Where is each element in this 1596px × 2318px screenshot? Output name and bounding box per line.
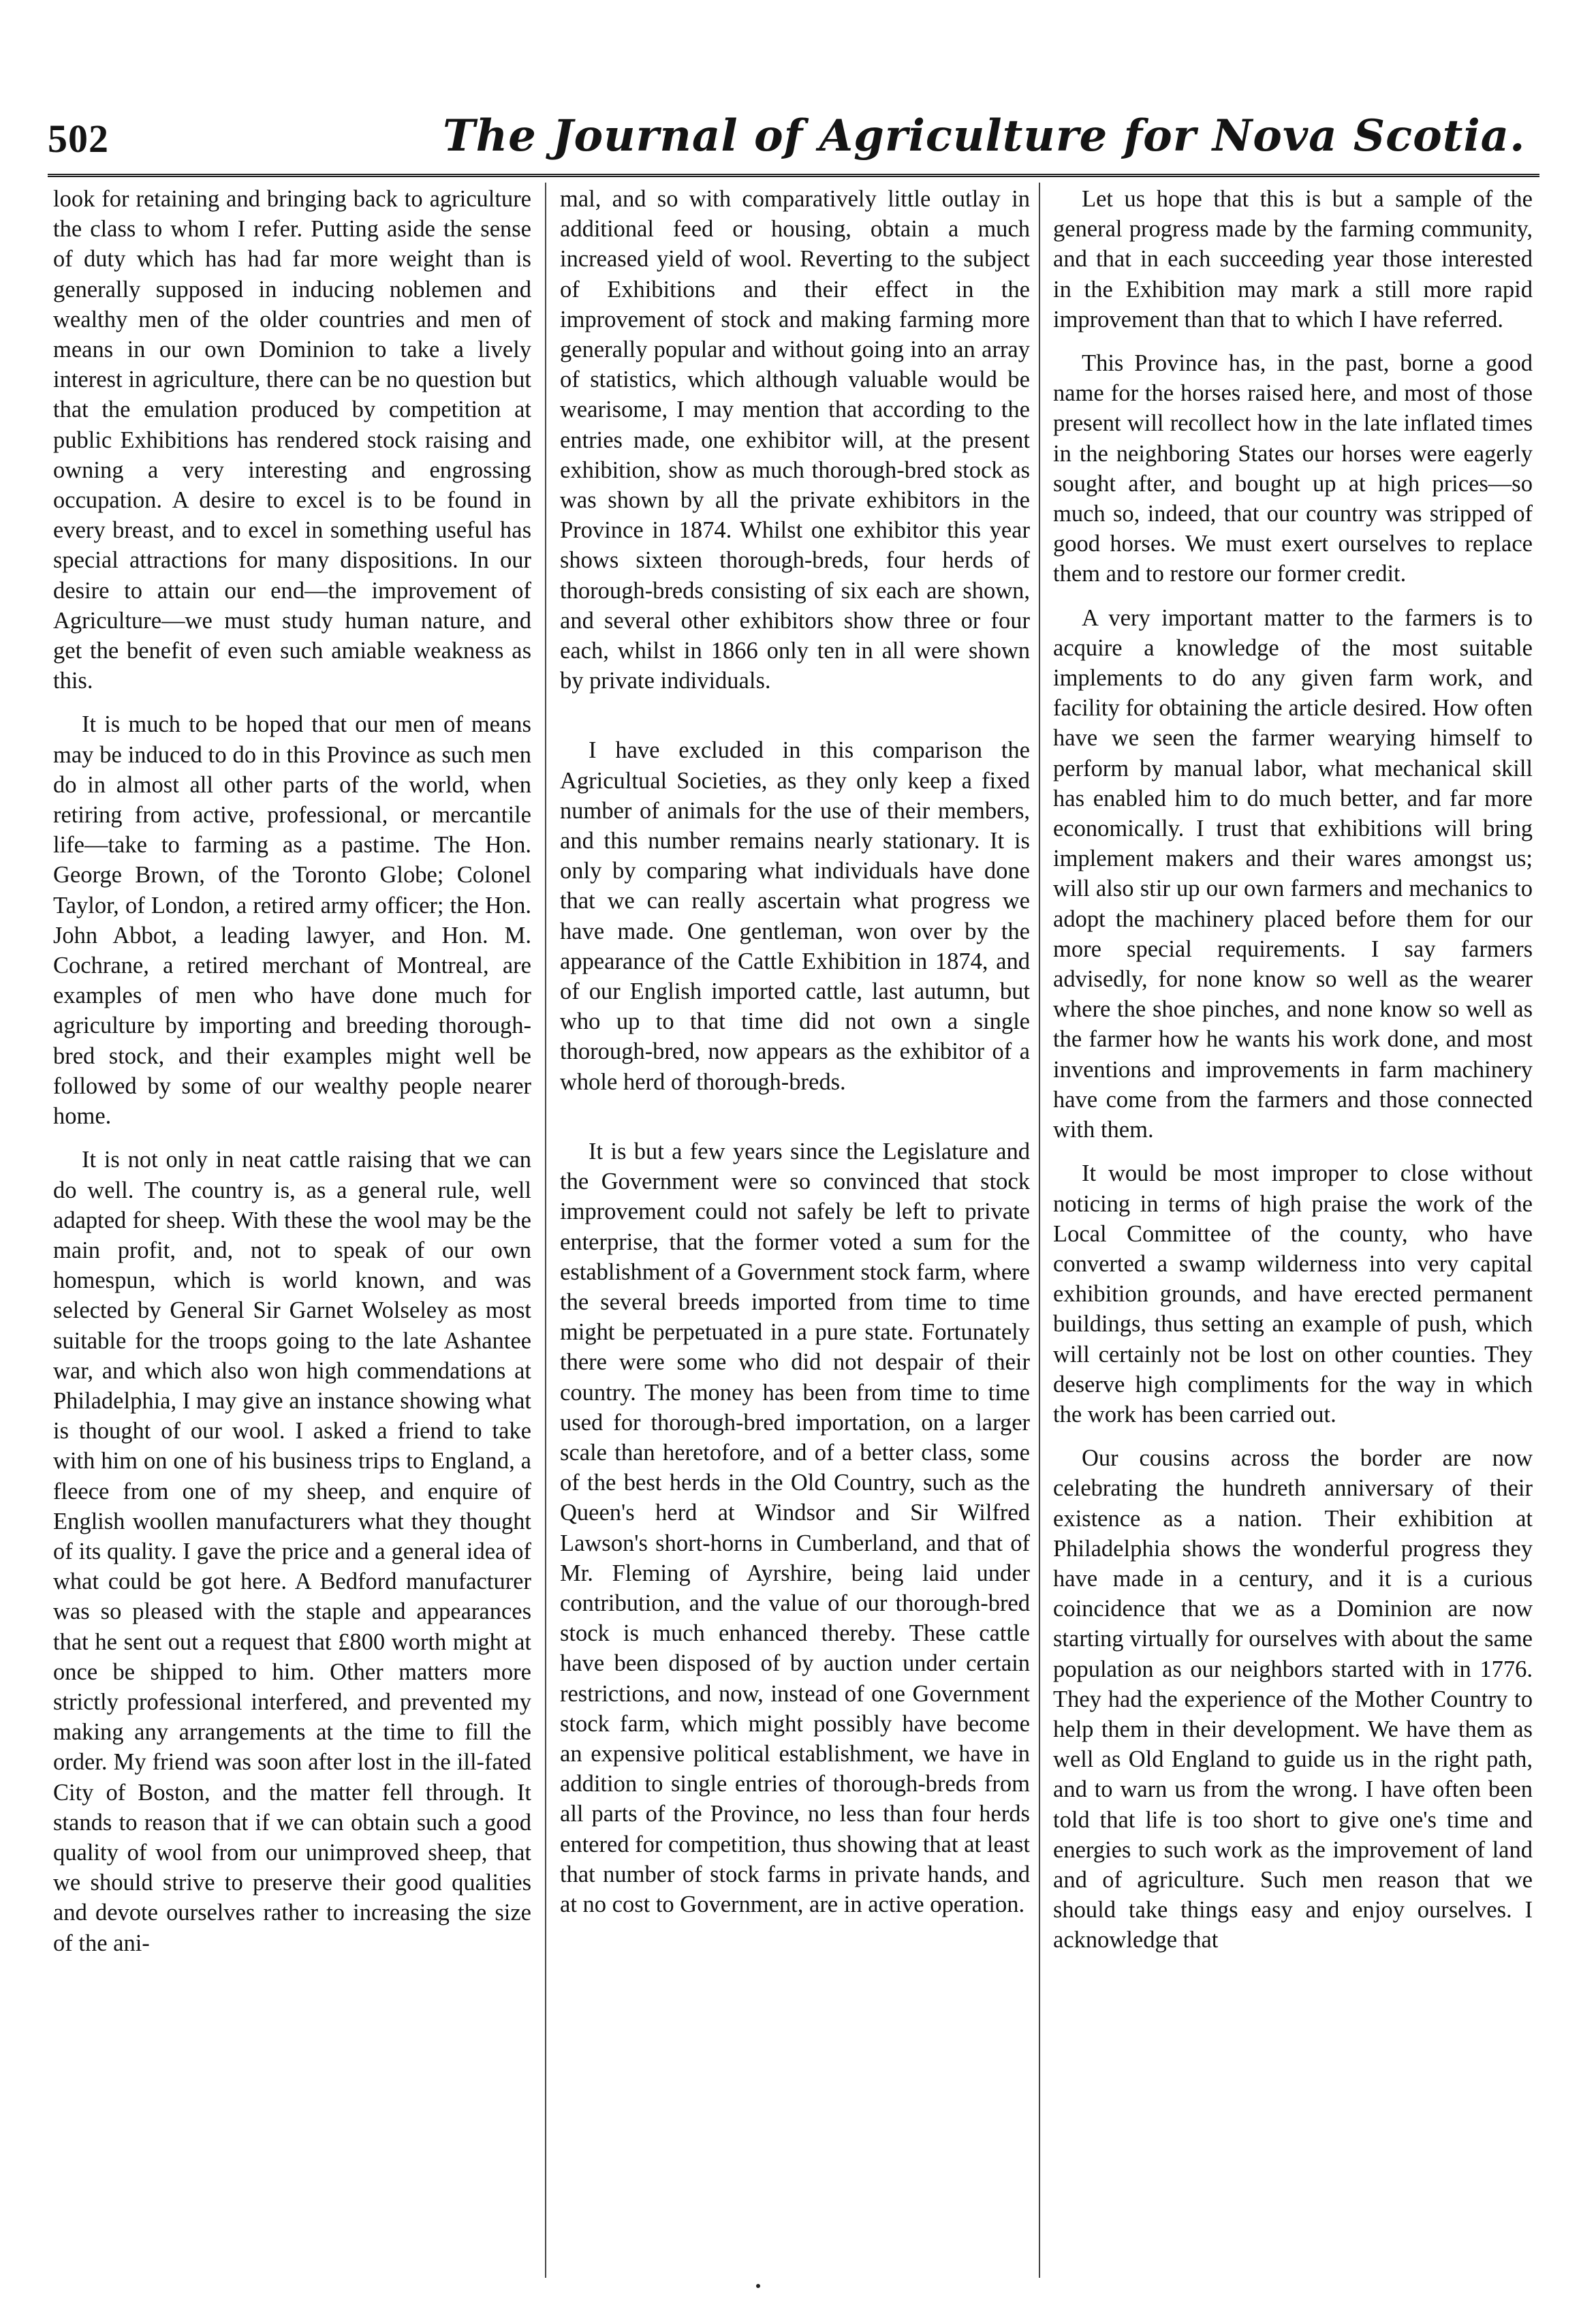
column-divider (1039, 183, 1040, 2278)
header-rule (48, 174, 1539, 177)
column-middle (560, 184, 1030, 2289)
paragraph: Our cousins across the border are now celebrating the hundreth anniversary of their existence as a nation. Their exhibition at Philadelphia shows the wonderful progress they have made in a century, and it is a curious coincidence that we as a Dominion are now starting virtually for ourselves with about the same population as our neighbors started with in 1776. They had the experience of the Mother Country to help them in their development. We have them as well as Old England to guide us in the right path, and to warn us from the wrong. I have often been told that life is too short to give one's time and energies to such work as the improvement of land and of agriculture. Such men reason that we should take things easy and enjoy ourselves. I acknowledge that (1053, 1445, 1533, 1953)
paragraph: It is much to be hoped that our men of means may be induced to do in this Province as such men do in almost all other parts of the world, when retiring from active, professional, or mercantile life—take to farming as a pastime. The Hon. George Brown, of the Toronto Globe; Colonel Taylor, of London, a retired army officer; the Hon. John Abbot, a leading lawyer, and Hon. M. Cochrane, a retired merchant of Montreal, are examples of men who have done much for agriculture by importing and breeding thorough-bred stock, and their examples might well be followed by some of our wealthy people nearer home. (53, 711, 531, 1130)
column-divider (545, 183, 546, 2278)
column-left (53, 184, 531, 2289)
paragraph: It would be most improper to close without noticing in terms of high praise the work of the Local Committee of the county, who have converted a swamp wilderness into very capital exhibition grounds, and have erected permanent buildings, thus setting an example of push, which will certainly not be lost on other counties. They deserve high compliments for the way in which the work has been carried out. (1053, 1160, 1533, 1427)
running-title: The Journal of Agriculture for Nova Scotia. (443, 110, 1526, 161)
paragraph: Let us hope that this is but a sample of the general progress made by the farming community, and that in each succeeding year those interested in the Exhibition may mark a still more rapid improvement than that to which I have referred. (1053, 186, 1533, 333)
paragraph: A very important matter to the farmers is to acquire a knowledge of the most suitable implements to do any given farm work, and facility for obtaining the article desired. How often have we seen the farmer wearying himself to perform by manual labor, what mechanical skill has enabled him to do much better, and far more economically. I trust that exhibitions will bring implement makers and their wares amongst us; will also stir up our own farmers and mechanics to adopt the machinery placed before them for our more special requirements. I say farmers advisedly, for none know so well as the wearer where the shoe pinches, and none know so well as the farmer how he wants his work done, and most inventions and improvements in farm machinery have come from the farmers and those connected with them. (1053, 604, 1533, 1143)
paragraph: This Province has, in the past, borne a good name for the horses raised here, and most of those present will recollect how in the late inflated times in the neighboring States our horses were eagerly sought after, and bought up at high prices—so much so, indeed, that our country was stripped of good horses. We must exert ourselves to replace them and to restore our former credit. (1053, 350, 1533, 587)
page-number: 502 (48, 117, 109, 161)
paragraph: mal, and so with comparatively little outlay in additional feed or housing, obtain a much increased yield of wool. Reverting to the subject of Exhibitions and their effect in the improvement of stock and making farming more generally popular and without going into an array of statistics, which although valuable would be wearisome, I may mention that according to the entries made, one exhibitor will, at the present exhibition, show as much thorough-bred stock as was shown by all the private exhibitors in the Province in 1874. Whilst one exhibitor this year shows sixteen thorough-breds, four herds of thorough-breds consisting of six each are shown, and several other exhibitors show three or four each, whilst in 1866 only ten in all were shown by private individuals. (560, 186, 1030, 694)
page-header (48, 109, 1539, 170)
printer-mark (756, 2284, 760, 2288)
paragraph: I have excluded in this comparison the Agricultual Societies, as they only keep a fixed number of animals for the use of their members, and this number remains nearly stationary. It is only by comparing what individuals have done that we can really ascertain what progress we have made. One gentleman, won over by the appearance of the Cattle Exhibition in 1874, and of our English imported cattle, last autumn, but who up to that time did not own a single thorough-bred, now appears as the exhibitor of a whole herd of thorough-breds. (560, 737, 1030, 1095)
paragraph: It is but a few years since the Legislature and the Government were so convinced that stock improvement could not safely be left to private enterprise, that the former voted a sum for the establishment of a Government stock farm, where the several breeds imported from time to time might be perpetuated in a pure state. Fortunately there were some who did not despair of their country. The money has been from time to time used for thorough-bred importation, on a larger scale than heretofore, and of a better class, some of the best herds in the Old Country, such as the Queen's herd at Windsor and Sir Wilfred Lawson's short-horns in Cumberland, and that of Mr. Fleming of Ayrshire, being laid under contribution, and the value of our thorough-bred stock is much enhanced thereby. These cattle have been disposed of by auction under certain restrictions, and now, instead of one Government stock farm, which might possibly have become an expensive political establishment, we have in addition to single entries of thorough-breds from all parts of the Province, no less than four herds entered for competition, thus showing that at least that number of stock farms in private hands, and at no cost to Government, are in active operation. (560, 1138, 1030, 1917)
paragraph: look for retaining and bringing back to agriculture the class to whom I refer. Putting aside the sense of duty which has had far more weight than is generally supposed in inducing noblemen and wealthy men of the older countries and men of means in our own Dominion to take a lively interest in agriculture, there can be no question but that the emulation produced by competition at public Exhibitions has rendered stock raising and owning a very interesting and engrossing occupation. A desire to excel is to be found in every breast, and to excel in something useful has special attractions for many dispositions. In our desire to attain our end—the improvement of Agriculture—we must study human nature, and get the benefit of even such amiable weakness as this. (53, 186, 531, 694)
column-right (1053, 184, 1533, 2289)
paragraph: It is not only in neat cattle raising that we can do well. The country is, as a general rule, well adapted for sheep. With these the wool may be the main profit, and, not to speak of our own homespun, which is world known, and was selected by General Sir Garnet Wolseley as most suitable for the troops going to the late Ashantee war, and which also won high commendations at Philadelphia, I may give an instance showing what is thought of our wool. I asked a friend to take with him on one of his business trips to England, a fleece from one of my sheep, and enquire of English woollen manufacturers what they thought of its quality. I gave the price and a general idea of what could be got here. A Bedford manufacturer was so pleased with the staple and appearances that he sent out a request that £800 worth might at once be shipped to him. Other matters more strictly professional interfered, and prevented my making any arrangements at the time to fill the order. My friend was soon after lost in the ill-fated City of Boston, and the matter fell through. It stands to reason that if we can obtain such a good quality of wool from our unimproved sheep, that we should strive to preserve their good qualities and devote ourselves rather to increasing the size of the ani- (53, 1147, 531, 1956)
